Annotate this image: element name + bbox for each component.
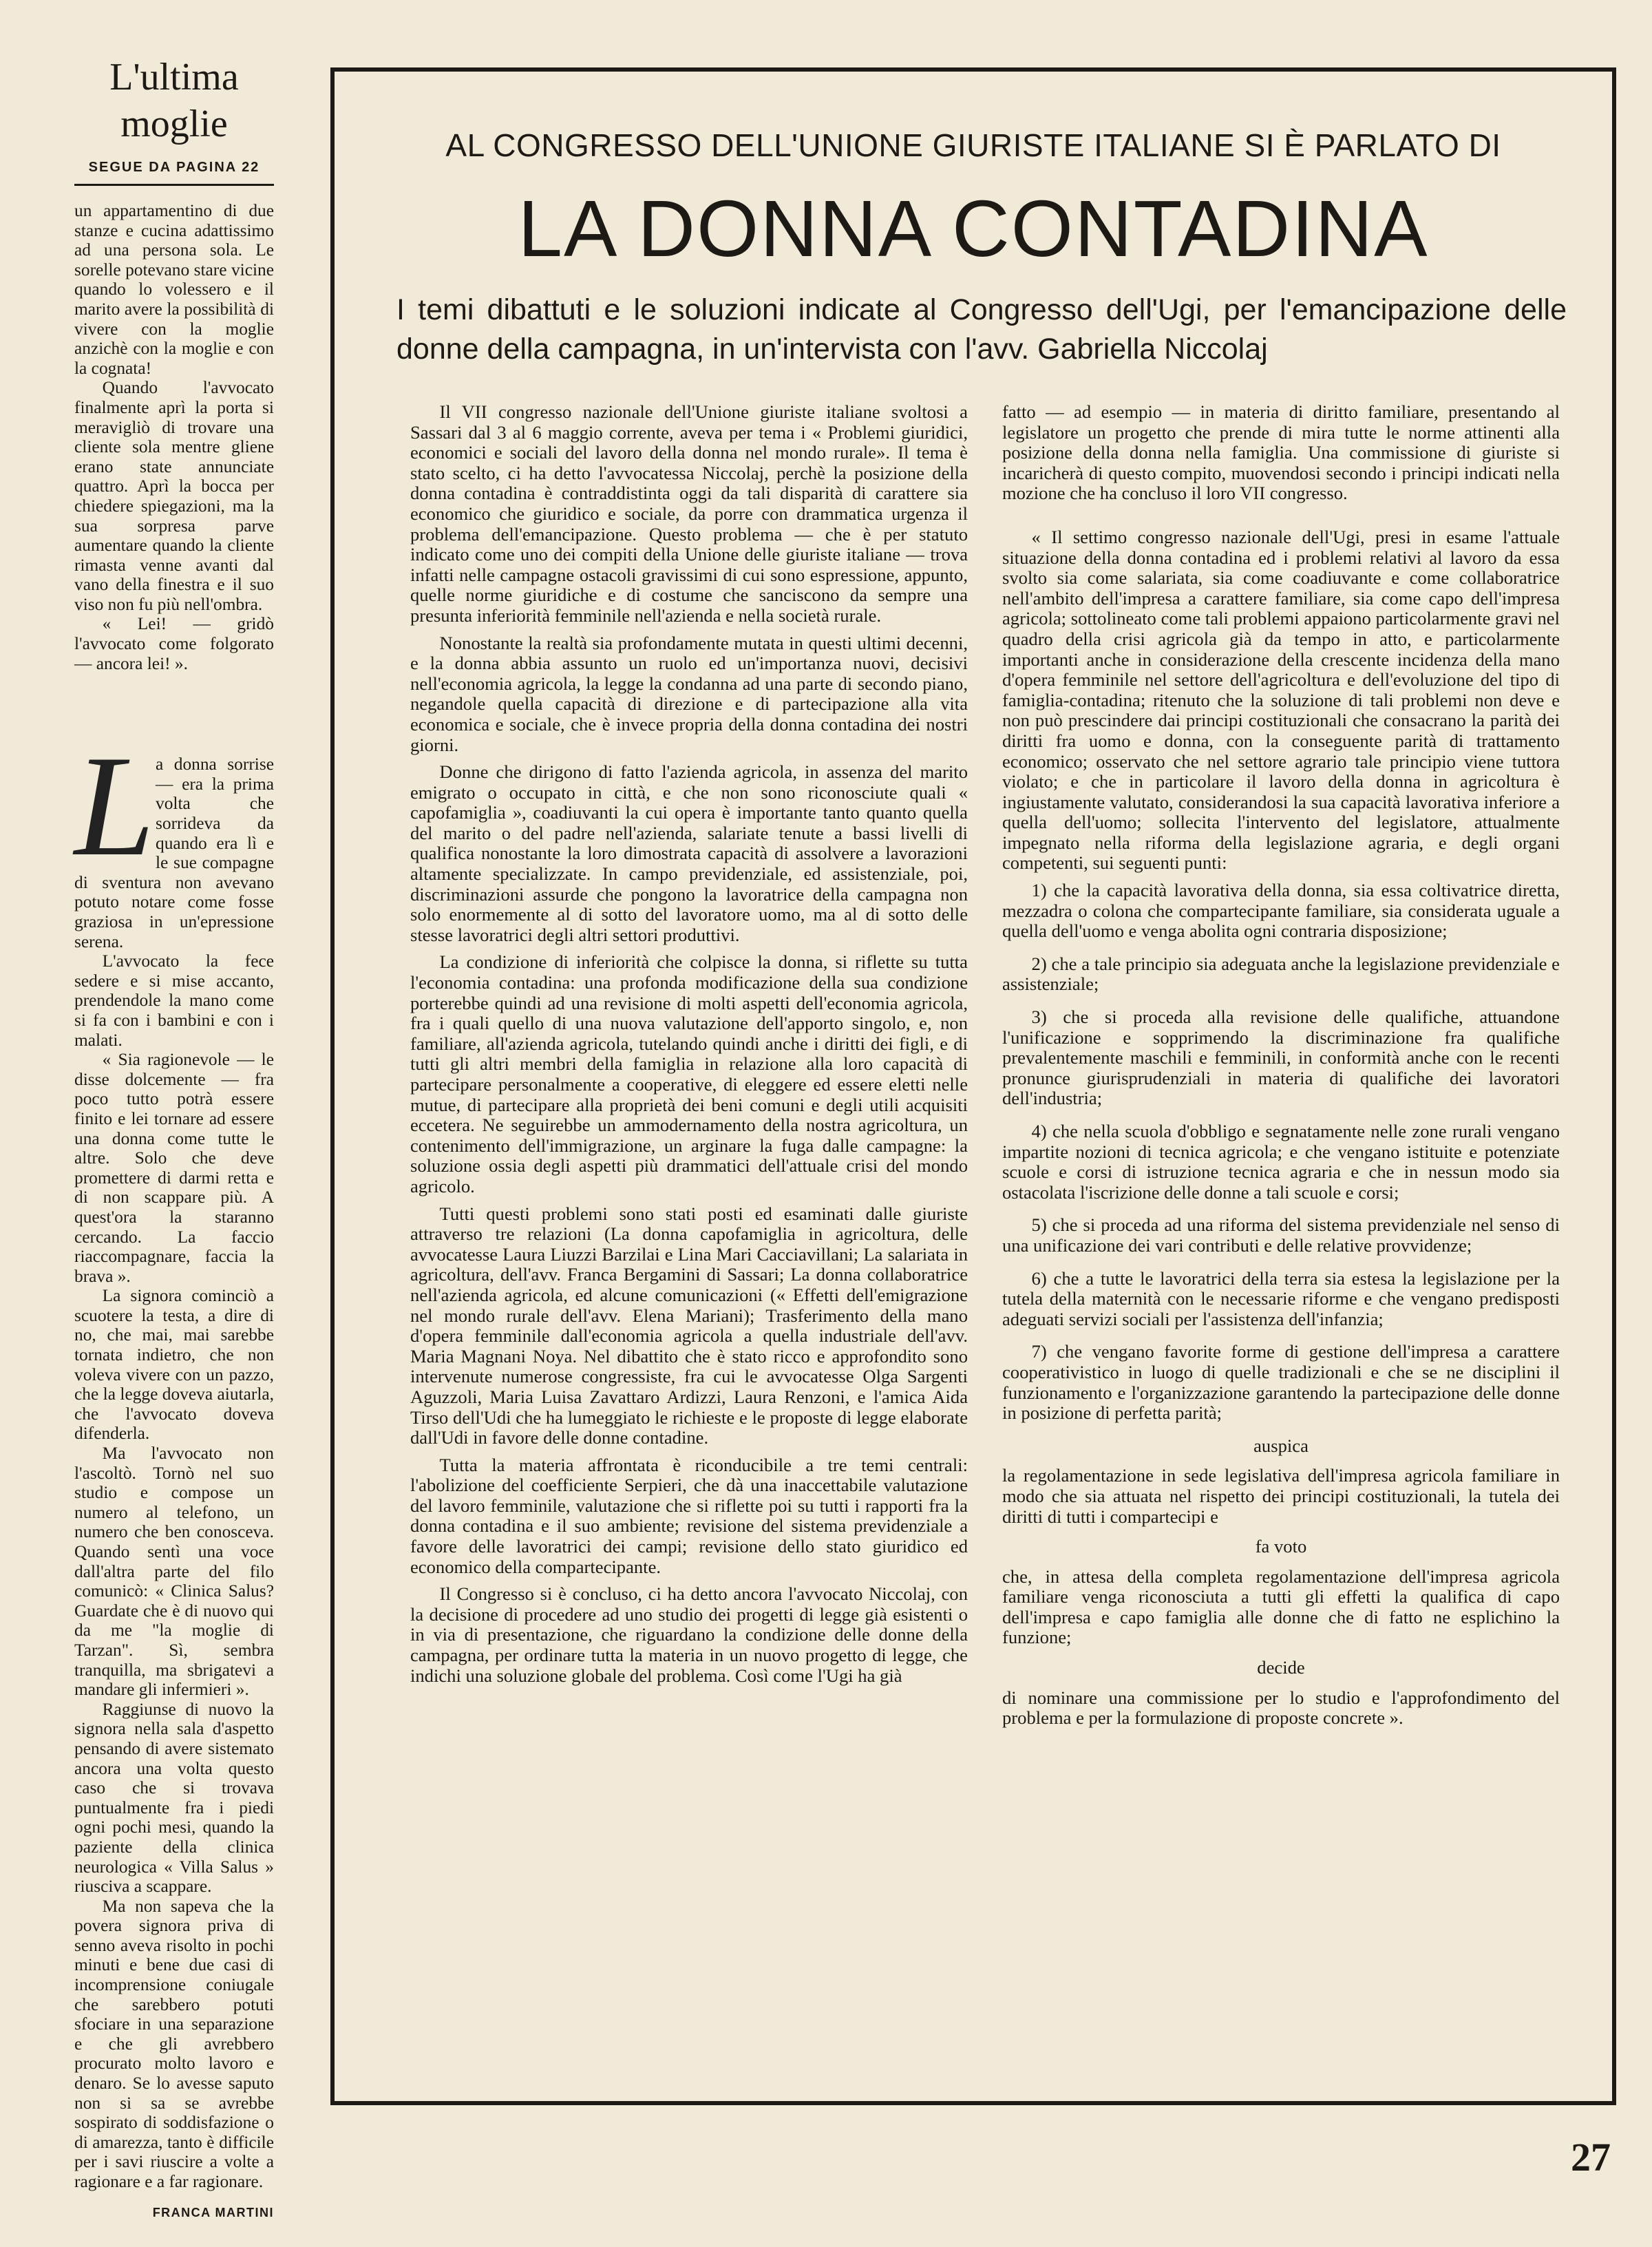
body-paragraph: Il Congresso si è concluso, ci ha detto ancora l'avvocato Niccolaj, con la decisione di procedere ad uno studio dei progetti di legge già esistenti o in via di presentazione, che riguardano la condizione delle donne della campagna, per ordinare tutta la materia in un nuovo progetto di legge, che indichi una soluzione globale del problema. Così come l'Ugi ha già <box>410 1583 968 1686</box>
body-paragraph: Donne che dirigono di fatto l'azienda agricola, in assenza del marito emigrato o occupato in città, e che non sono riconosciute quali « capofamiglia », coadiuvanti la cui opera è importante tanto quanto quella del marito o del padre nell'azienda, salariate tenute a bassi livelli di qualifica nonostante la loro dimostrata capacità di assolvere a lavorazioni altamente specializzate. In campo previdenziale, ed assistenziale, poi, discriminazioni assurde che pongono la lavoratrice della campagna non solo enormemente al di sotto del lavoratore uomo, ma al di sotto delle stesse lavoratrici degli altri settori produttivi. <box>410 761 968 945</box>
motion-point: 2) che a tale principio sia adeguata anche la legislazione previdenziale e assistenziale; <box>1002 953 1560 995</box>
motion-point: 3) che si proceda alla revisione delle qualifiche, attuandone l'unificazione e sopprimendo la discriminazione fra qualifiche prevalentemente maschili e femminili, in conformità anche con le recenti pronunce giurisprudenziali in materia di qualifiche dei lavoratori dell'industria; <box>1002 1006 1560 1109</box>
sidebar-paragraph: Raggiunse di nuovo la signora nella sala d'aspetto pensando di avere sistemato ancora una volta questo caso che si trovava puntualmente fra i piedi ogni pochi mesi, quando la paziente della clinica neurologica « Villa Salus » riusciva a scappare. <box>74 1699 274 1897</box>
body-paragraph: Tutta la materia affrontata è riconducibile a tre temi centrali: l'abolizione del coefficiente Serpieri, che dà una inaccettabile valutazione del lavoro femminile, valutazione che si riflette poi su tutti i rapporti fra la donna contadina e il suo ambiente; revisione del sistema previdenziale a favore delle lavoratrici dei campi; revisione dello stato giuridico ed economico della compartecipante. <box>410 1454 968 1577</box>
motion-point: 6) che a tutte le lavoratrici della terra sia estesa la legislazione per la tutela della maternità con le necessarie riforme e che vengano predisposti adeguati servizi sociali per l'assistenza dell'infanzia; <box>1002 1267 1560 1329</box>
motion-auspica-text: la regolamentazione in sede legislativa dell'impresa agricola familiare in modo che sia attuata nel rispetto dei principi costituzionali, la tutela dei diritti di tutti i compartecipi e <box>1002 1465 1560 1527</box>
article-column-right <box>1002 402 1560 1736</box>
motion-label-fa-voto: fa voto <box>1255 1536 1307 1557</box>
article-column-left <box>410 402 968 1693</box>
sidebar-paragraph: un appartamentino di due stanze e cucina adattissimo ad una persona sola. Le sorelle potevano stare vicine quando lo volessero e il marito avere la possibilità di vivere con la moglie anzichè con la moglie e con la cognata! <box>74 201 274 378</box>
body-paragraph: La condizione di inferiorità che colpisce la donna, si riflette su tutta l'economia contadina: una profonda modificazione della sua condizione porterebbe quindi ad una revisione di molti aspetti dell'economia agricola, fra i quali quello di una nuova valutazione dell'apporto singolo, e, non familiare, all'azienda agricola, tutelando quindi anche i diritti dei figli, e di tutti gli altri membri della famiglia in relazione alla loro capacità di partecipare personalmente a cooperative, di eleggere ed essere eletti nelle mutue, di partecipare alla proprietà dei beni comuni e degli utili acquisiti eccetera. Ne seguirebbe un ammodernamento della nostra agricoltura, un contenimento dell'immigrazione, un arginare la fuga dalle campagne: la soluzione ossia degli aspetti più drammatici dell'attuale crisi del mondo agricolo. <box>410 951 968 1196</box>
motion-point: 1) che la capacità lavorativa della donna, sia essa coltivatrice diretta, mezzadra o colona che compartecipante familiare, sia considerata uguale a quella dell'uomo e venga abolita ogni contraria disposizione; <box>1002 880 1560 942</box>
motion-point: 5) che si proceda ad una riforma del sistema previdenziale nel senso di una unificazione dei vari contributi e delle relative provvidenze; <box>1002 1214 1560 1256</box>
body-paragraph: Nonostante la realtà sia profondamente mutata in questi ultimi decenni, e la donna abbia assunto un ruolo ed un'importanza nuovi, decisivi nell'economia agricola, la legge la condanna ad una parte di secondo piano, negandole quella capacità di direzione e di partecipazione alla vita economica e sociale, che è invece propria della donna contadina dei nostri giorni. <box>410 632 968 755</box>
article-kicker: AL CONGRESSO DELL'UNIONE GIURISTE ITALIANE SI È PARLATO DI <box>445 127 1501 163</box>
author-signature: FRANCA MARTINI <box>152 2205 274 2219</box>
sidebar-title: L'ultima moglie <box>109 56 239 145</box>
sidebar-paragraph: a donna sorrise — era la prima volta che sorrideva da quando era lì e le sue compagne di sventura non avevano potuto notare come fosse graziosa in un'epressione serena. <box>74 755 274 951</box>
body-paragraph: fatto — ad esempio — in materia di diritto familiare, presentando al legislatore un progetto che prende di mira tutte le norme attinenti alla posizione della donna nella famiglia. Una commissione di giuriste si incaricherà di questo compito, muovendosi secondo i principi indicati nella mozione che ha concluso il loro VII congresso. <box>1002 401 1560 504</box>
sidebar-paragraph: « Lei! — gridò l'avvocato come folgorato — ancora lei! ». <box>74 614 274 673</box>
motion-label-auspica: auspica <box>1253 1435 1309 1456</box>
motion-fa-voto-text: che, in attesa della completa regolamentazione dell'impresa agricola familiare venga riconosciuta a tutti gli effetti la qualifica di capo dell'impresa e capo famiglia alle donne che di fatto ne esplichino la funzione; <box>1002 1565 1560 1648</box>
motion-point: 7) che vengano favorite forme di gestione dell'impresa a carattere cooperativistico in luogo di quelle tradizionali e che se ne disciplini il funzionamento e l'organizzazione garantendo la partecipazione delle donne in posizione di perfetta parità; <box>1002 1341 1560 1424</box>
sidebar-paragraph: Ma non sapeva che la povera signora priva di senno aveva risolto in pochi minuti e bene due casi di incomprensione coniugale che sarebbero potuti sfociare in una separazione e che gli avrebbero procurato molto lavoro e denaro. Se lo avesse saputo non si sa se avrebbe sospirato di soddisfazione o di amarezza, tanto è difficile per i savi riuscire a volte a ragionare e a far ragionare. <box>74 1896 274 2191</box>
motion-label-decide: decide <box>1257 1657 1305 1678</box>
continued-from-label: SEGUE DA PAGINA 22 <box>74 160 274 186</box>
sidebar-paragraph: Quando l'avvocato finalmente aprì la porta si meravigliò di trovare una cliente sola mentre gliene erano state annunciate quattro. Aprì la bocca per chiedere spiegazioni, ma la sua sorpresa parve aumentare quando la cliente rimasta venne avanti dal vano della finestra e il suo viso non fu più nell'ombra. <box>74 378 274 614</box>
sidebar-paragraph: La signora cominciò a scuotere la testa, a dire di no, che mai, mai sarebbe tornata indietro, che non voleva vivere con un pazzo, che la legge doveva aiutarla, che l'avvocato doveva difenderla. <box>74 1286 274 1444</box>
article-dek: I temi dibattuti e le soluzioni indicate al Congresso dell'Ugi, per l'emancipazione delle donne della campagna, in un'intervista con l'avv. Gabriella Niccolaj <box>396 293 1567 366</box>
sidebar-story <box>74 54 274 2222</box>
body-paragraph: Tutti questi problemi sono stati posti ed esaminati dalle giuriste attraverso tre relazioni (La donna capofamiglia in agricoltura, delle avvocatesse Laura Liuzzi Barzilai e Lina Mari Cacciavillani; La salariata in agricoltura, dell'avv. Franca Bergamini di Sassari; La donna collaboratrice nell'azienda agricola, ed alcune comunicazioni (« Effetti dell'emigrazione nel mondo rurale dell'avv. Elena Mariani); Trasferimento della mano d'opera femminile dall'economia agricola a quella industriale dell'avv. Maria Magnani Noya. Nel dibattito che è stato ricco e approfondito sono intervenute numerose congressiste, fra cui le avvocatesse Olga Sargenti Aguzzoli, Maria Luisa Zavattaro Ardizzi, Laura Renzoni, e l'amica Aida Tirso dell'Udi che ha lumeggiato le richieste e le proposte di legge elaborate dall'Udi in favore delle donne contadine. <box>410 1203 968 1448</box>
sidebar-text-part2 <box>74 726 274 2222</box>
sidebar-paragraph: Ma l'avvocato non l'ascoltò. Tornò nel suo studio e compose un numero al telefono, un numero che ben conosceva. Quando sentì una voce dall'altra parte del filo comunicò: « Clinica Salus? Guardate che è di nuovo qui da me "la moglie di Tarzan". Sì, sembra tranquilla, ma sbrigatevi a mandare gli infermieri ». <box>74 1444 274 1700</box>
article-headline: LA DONNA CONTADINA <box>518 184 1429 273</box>
body-paragraph: Il VII congresso nazionale dell'Unione giuriste italiane svoltosi a Sassari dal 3 al 6 maggio corrente, aveva per tema i « Problemi giuridici, economici e sociali del lavoro della donna nel mondo rurale». Il tema è stato scelto, ci ha detto l'avvocatessa Niccolaj, perchè la posizione della donna contadina è contraddistinta oggi da tali disparità di carattere sia economico che giuridico e sociale, da porre con drammatica urgenza il problema dell'emancipazione. Questo problema — che è per statuto indicato come uno dei compiti della Unione delle giuriste italiane — trova infatti nelle campagne ostacoli gravissimi di cui sono espressione, appunto, quelle norme giuridiche e di costume che sanciscono da sempre una presunta inferiorità femminile nell'azienda e nella società rurale. <box>410 401 968 626</box>
page-number: 27 <box>1571 2135 1611 2180</box>
sidebar-paragraph: L'avvocato la fece sedere e si mise accanto, prendendole la mano come si fa con i bambini e con i malati. <box>74 951 274 1050</box>
motion-point: 4) che nella scuola d'obbligo e segnatamente nelle zone rurali vengano impartite nozioni di tecnica agricola; e che vengano istituite e potenziate scuole e corsi di istruzione tecnica agraria e che in nessun modo sia ostacolata l'iscrizione delle donne a tali scuole e corsi; <box>1002 1121 1560 1203</box>
drop-cap-letter: L <box>74 726 155 887</box>
motion-decide-text: di nominare una commissione per lo studio e l'approfondimento del problema e per la formulazione di proposte concrete ». <box>1002 1687 1560 1729</box>
sidebar-paragraph: « Sia ragionevole — le disse dolcemente — fra poco tutto potrà essere finito e lei tornare ad essere una donna come tutte le altre. Solo che deve promettere di darmi retta e di non scappare più. A quest'ora la staranno cercando. La faccio riaccompagnare, faccia la brava ». <box>74 1050 274 1286</box>
article-frame <box>330 67 1616 2105</box>
sidebar-text-part1 <box>74 201 274 673</box>
motion-intro: « Il settimo congresso nazionale dell'Ugi, presi in esame l'attuale situazione della donna contadina ed i problemi relativi al lavoro da essa svolto sia come salariata, sia come coadiuvante e come collaboratrice nell'ambito dell'impresa a carattere familiare, sia come capo dell'impresa agricola; sottolineato come tali problemi appaiono particolarmente gravi nel quadro della crisi agricola già da tempo in atto, e particolarmente importanti anche in considerazione della crescente incidenza della mano d'opera femminile nel settore dell'agricoltura e dell'evoluzione del tipo di famiglia-contadina; ritenuto che la soluzione di tali problemi non deve e non può prescindere dai principi costituzionali che consacrano la parità dei diritti fra uomo e donna, con la conseguente parità di trattamento economico; osservato che nel settore agrario tale principio viene tuttora violato; e che in particolare il lavoro della donna in agricoltura è ingiustamente valutato, considerandosi la sua capacità lavorativa inferiore a quella dell'uomo; sollecita l'intervento del legislatore, attualmente impegnato nella riforma della legislazione agraria, e degli organi competenti, sui seguenti punti: <box>1002 526 1560 874</box>
